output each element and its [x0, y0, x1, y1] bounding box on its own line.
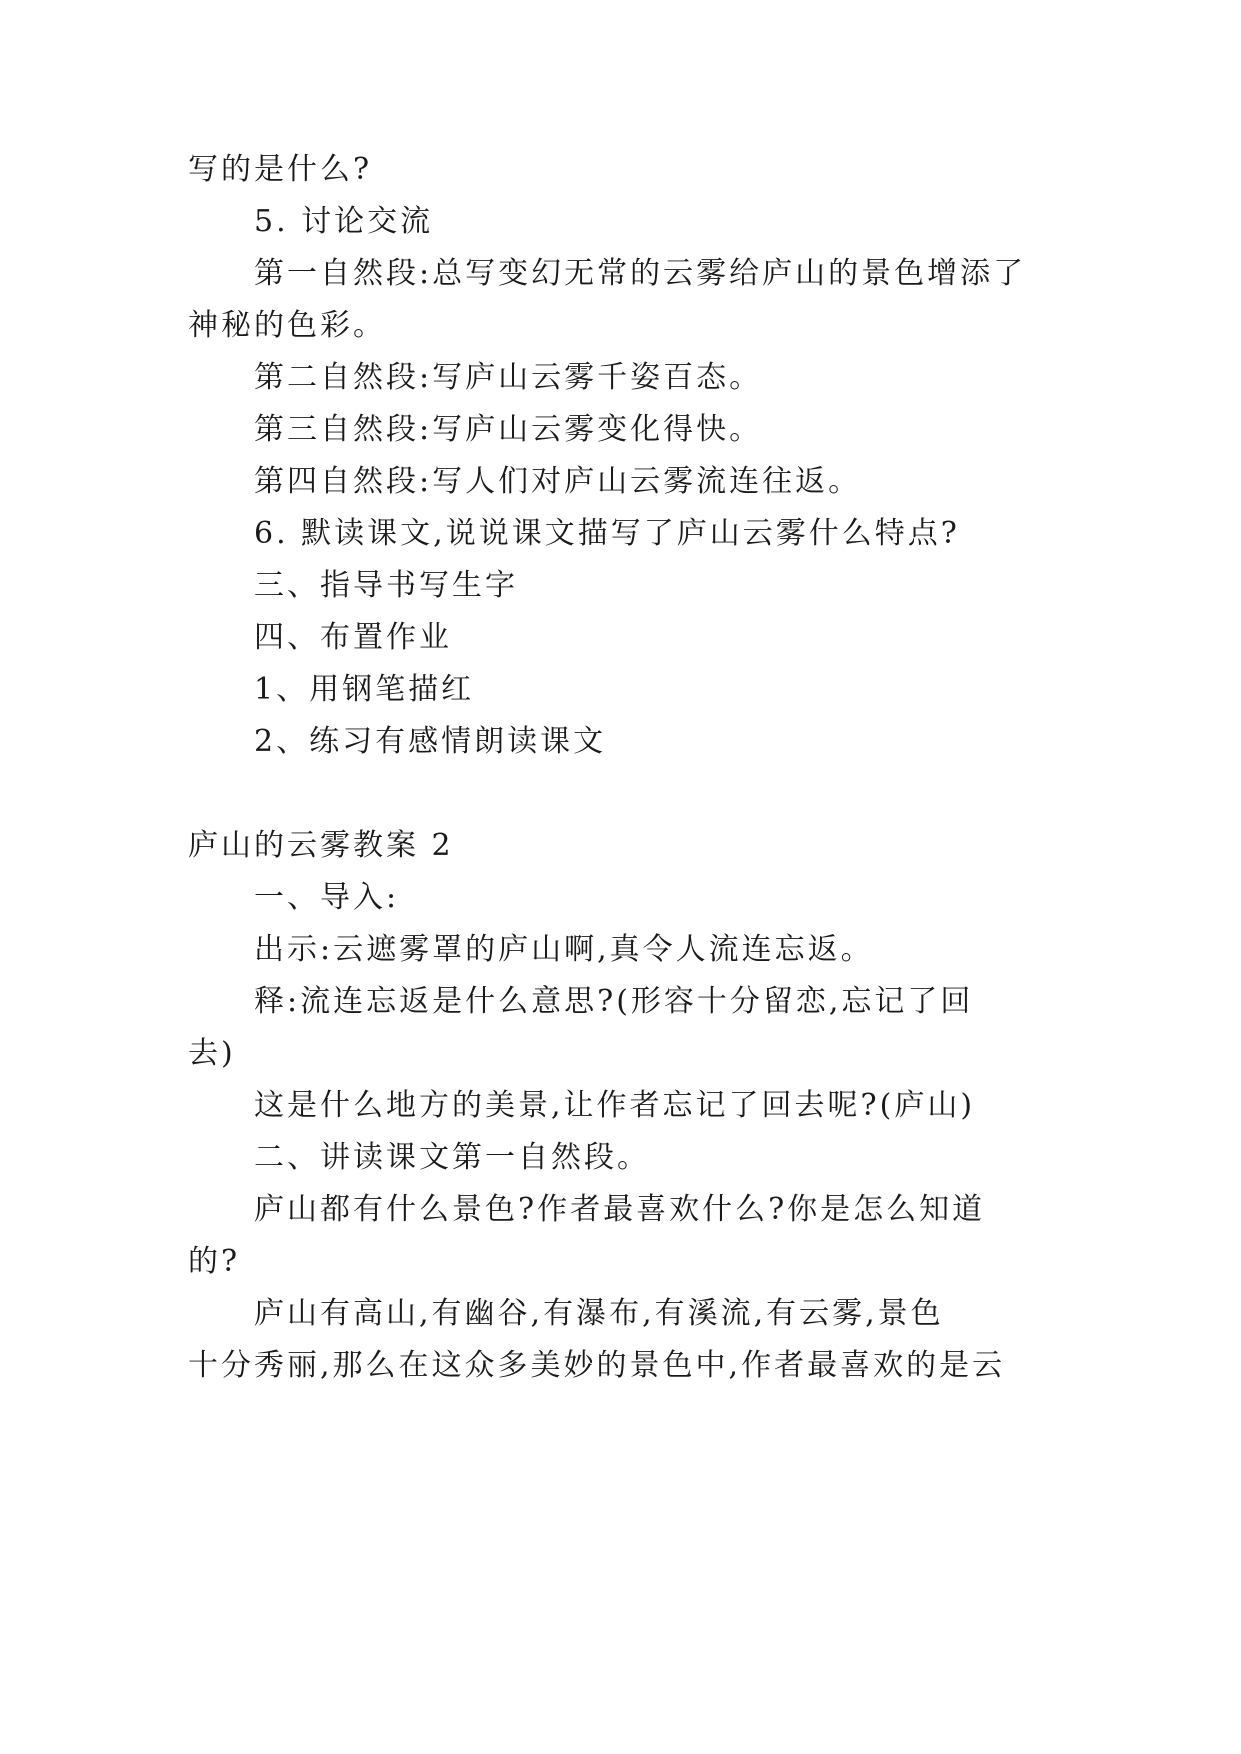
text-line: 第四自然段:写人们对庐山云雾流连往返。 [254, 464, 862, 499]
text-line: 这是什么地方的美景,让作者忘记了回去呢?(庐山) [254, 1088, 976, 1123]
text-line: 5. 讨论交流 [254, 204, 434, 239]
text-line: 十分秀丽,那么在这众多美妙的景色中,作者最喜欢的是云 [188, 1348, 1006, 1383]
text-line: 第二自然段:写庐山云雾千姿百态。 [254, 360, 763, 395]
text-line: 神秘的色彩。 [188, 308, 386, 343]
text-line: 1、用钢笔描红 [254, 672, 475, 707]
text-line: 写的是什么? [188, 152, 373, 187]
text-line: 二、讲读课文第一自然段。 [254, 1140, 650, 1175]
text-line: 庐山有高山,有幽谷,有瀑布,有溪流,有云雾,景色 [254, 1296, 944, 1331]
text-line: 2、练习有感情朗读课文 [254, 724, 607, 759]
text-line: 释:流连忘返是什么意思?(形容十分留恋,忘记了回 [254, 984, 974, 1019]
text-line: 四、布置作业 [254, 620, 452, 655]
text-line: 去) [188, 1036, 236, 1071]
text-line: 三、指导书写生字 [254, 568, 518, 603]
text-line: 一、导入: [254, 880, 400, 915]
text-line: 6. 默读课文,说说课文描写了庐山云雾什么特点? [254, 516, 960, 551]
section-heading: 庐山的云雾教案 2 [188, 828, 454, 863]
text-line: 第一自然段:总写变幻无常的云雾给庐山的景色增添了 [254, 256, 1027, 291]
text-line: 第三自然段:写庐山云雾变化得快。 [254, 412, 763, 447]
text-line: 庐山都有什么景色?作者最喜欢什么?你是怎么知道 [254, 1192, 986, 1227]
text-line: 的? [188, 1244, 241, 1279]
text-line: 出示:云遮雾罩的庐山啊,真令人流连忘返。 [254, 932, 874, 967]
